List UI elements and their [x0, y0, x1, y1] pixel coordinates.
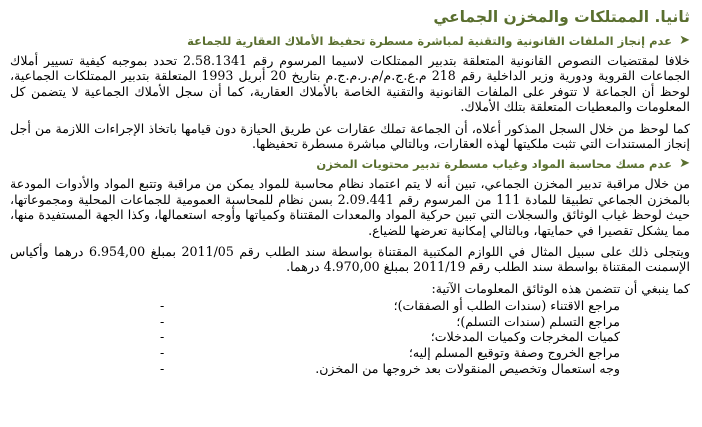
paragraph-warehouse-1: من خلال مراقبة تدبير المخزن الجماعي، تبين أنه لا يتم اعتماد نظام محاسبة للمواد يمكن من مراقبة وتتبع المواد والأدوات المودعة بالمخزن الجماعي تطبيقا للمادة 111 من المرسوم رقم 2.09.441 بسن نظام للمحاسبة العمومية للجماعات المحلية ومجموعاتها، حيث لوحظ غياب الوثائق والسجلات التي تبين حركية المواد والمعدات المقتناة وكمياتها وأوجه استعمالها، وكذا الجهة المستفيدة منها، مما يشكل تقصيرا في حمايتها، وبالتالي إمكانية تعرضها للضياع. [10, 176, 690, 238]
dash-bullet: - [160, 313, 165, 329]
list-item [10, 329, 620, 345]
subsection-heading-text: عدم مسك محاسبة المواد وغياب مسطرة تدبير محتويات المخزن [316, 157, 672, 172]
dash-bullet: - [160, 329, 165, 345]
list-item-text: وجه استعمال وتخصيص المنقولات بعد خروجها من المخزن. [315, 360, 620, 376]
list-item [10, 361, 620, 377]
list-item-text: مراجع الاقتناء (سندات الطلب أو الصفقات)؛ [393, 298, 620, 314]
arrow-left-icon: ➤ [679, 33, 690, 48]
list-item [10, 298, 620, 314]
dash-bullet: - [160, 360, 165, 376]
dash-bullet: - [160, 345, 165, 361]
list-item-text: مراجع الخروج وصفة وتوقيع المسلم إليه؛ [408, 345, 620, 361]
subsection-heading-warehouse [10, 157, 690, 171]
list-item-text: مراجع التسلم (سندات التسلم)؛ [456, 313, 620, 329]
required-info-list [10, 298, 690, 376]
section-title: ثانيا. الممتلكات والمخزن الجماعي [433, 8, 690, 26]
subsection-heading-property [10, 34, 690, 48]
list-item [10, 345, 620, 361]
list-item [10, 314, 620, 330]
paragraph-property-1: خلافا لمقتضيات النصوص القانونية المتعلقة بتدبير الممتلكات لاسيما المرسوم رقم 2.58.1341 تحدد بموجبه كيفية تسيير أملاك الجماعات القروية ودورية وزير الداخلية رقم 218 م.ع.ج.م/م.ر.م.ج.م بتاريخ 20 أبريل 1993 المتعلقة بتدبير الممتلكات الجماعية، لوحظ أن الجماعة لا تتوفر على الملفات القانونية والتقنية الخاصة بالأملاك العقارية، كما أن سجل الأملاك الجماعية لا يتضمن كل المعلومات والمعطيات المتعلقة بتلك الأملاك. [10, 53, 690, 115]
arrow-left-icon: ➤ [679, 156, 690, 172]
list-item-text: كميات المخرجات وكميات المدخلات؛ [430, 329, 620, 345]
dash-bullet: - [160, 298, 165, 314]
paragraph-property-2: كما لوحظ من خلال السجل المذكور أعلاه، أن الجماعة تملك عقارات عن طريق الحيازة دون قيامها باتخاذ الإجراءات اللازمة من أجل إنجاز المستندات التي تثبت ملكيتها لهذه العقارات، وبالتالي مباشرة مسطرة تحفيظها. [10, 120, 690, 152]
subsection-heading-text: عدم إنجاز الملفات القانونية والتقنية لمباشرة مسطرة تحفيظ الأملاك العقارية للجماعة [187, 34, 672, 48]
paragraph-warehouse-2: ويتجلى ذلك على سبيل المثال في اللوازم المكتبية المقتناة بواسطة سند الطلب رقم 2011/05 بمبلغ 6.954,00 درهما وأكياس الإسمنت المقتناة بواسطة سند الطلب رقم 2011/19 بمبلغ 4.970,00 درهما. [10, 244, 691, 275]
paragraph-warehouse-3: كما ينبغي أن تتضمن هذه الوثائق المعلومات الآتية: [431, 280, 690, 296]
